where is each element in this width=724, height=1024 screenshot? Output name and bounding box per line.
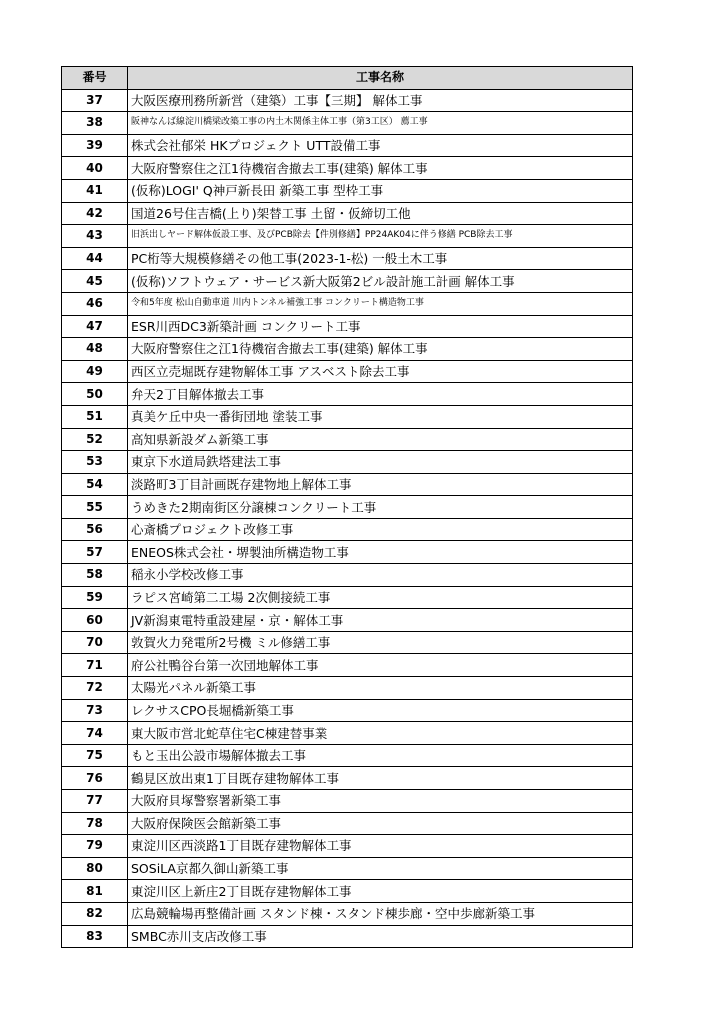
project-name-cell: 大阪府保険医会館新築工事 (128, 812, 633, 835)
name-column-header: 工事名称 (128, 67, 633, 90)
table-row (62, 722, 633, 745)
table-row (62, 812, 633, 835)
row-number-cell: 53 (62, 451, 128, 474)
project-name-cell: 広島競輪場再整備計画 スタンド棟・スタンド棟歩廊・空中歩廊新築工事 (128, 902, 633, 925)
table-row (62, 857, 633, 880)
project-name-cell: もと玉出公設市場解体撤去工事 (128, 744, 633, 767)
project-name-cell: 大阪医療刑務所新営（建築）工事【三期】 解体工事 (128, 89, 633, 112)
row-number-cell: 58 (62, 564, 128, 587)
project-name-cell: 旧浜出しヤード解体仮設工事、及びPCB除去【件別修繕】PP24AK04に伴う修繕 PCB除去工事 (128, 225, 633, 248)
table-row (62, 564, 633, 587)
table-row (62, 609, 633, 632)
row-number-cell: 77 (62, 790, 128, 813)
project-name-cell: 太陽光パネル新築工事 (128, 677, 633, 700)
project-name-cell: 西区立売堀既存建物解体工事 アスベスト除去工事 (128, 360, 633, 383)
table-row (62, 880, 633, 903)
table-row (62, 157, 633, 180)
row-number-cell: 75 (62, 744, 128, 767)
row-number-cell: 39 (62, 134, 128, 157)
table-row (62, 383, 633, 406)
row-number-cell: 46 (62, 292, 128, 315)
table-row (62, 292, 633, 315)
project-name-cell: 株式会社郁栄 HKプロジェクト UTT設備工事 (128, 134, 633, 157)
project-name-cell: 大阪府警察住之江1待機宿舎撤去工事(建築) 解体工事 (128, 157, 633, 180)
row-number-cell: 37 (62, 89, 128, 112)
row-number-cell: 44 (62, 247, 128, 270)
table-row (62, 586, 633, 609)
table-row (62, 360, 633, 383)
table-row (62, 631, 633, 654)
table-row (62, 338, 633, 361)
row-number-cell: 52 (62, 428, 128, 451)
table-row (62, 202, 633, 225)
project-name-cell: 大阪府警察住之江1待機宿舎撤去工事(建築) 解体工事 (128, 338, 633, 361)
project-name-cell: 高知県新設ダム新築工事 (128, 428, 633, 451)
project-name-cell: 東京下水道局鉄塔建法工事 (128, 451, 633, 474)
table-row (62, 518, 633, 541)
row-number-cell: 45 (62, 270, 128, 293)
table-row (62, 541, 633, 564)
table-row (62, 925, 633, 948)
table-row (62, 451, 633, 474)
row-number-cell: 42 (62, 202, 128, 225)
row-number-cell: 71 (62, 654, 128, 677)
project-name-cell: 東淀川区西淡路1丁目既存建物解体工事 (128, 835, 633, 858)
row-number-cell: 41 (62, 179, 128, 202)
project-name-cell: 東大阪市営北蛇草住宅C棟建替事業 (128, 722, 633, 745)
table-row (62, 428, 633, 451)
row-number-cell: 82 (62, 902, 128, 925)
row-number-cell: 59 (62, 586, 128, 609)
project-name-cell: PC桁等大規模修繕その他工事(2023-1-松) 一般土木工事 (128, 247, 633, 270)
row-number-cell: 50 (62, 383, 128, 406)
table-body (62, 89, 633, 948)
row-number-cell: 72 (62, 677, 128, 700)
row-number-cell: 80 (62, 857, 128, 880)
table-row (62, 134, 633, 157)
project-name-cell: 鶴見区放出東1丁目既存建物解体工事 (128, 767, 633, 790)
project-name-cell: 心斎橋プロジェクト改修工事 (128, 518, 633, 541)
row-number-cell: 60 (62, 609, 128, 632)
project-name-cell: レクサスCPO長堀橋新築工事 (128, 699, 633, 722)
project-name-cell: 令和5年度 松山自動車道 川内トンネル補強工事 コンクリート構造物工事 (128, 292, 633, 315)
project-name-cell: 敦賀火力発電所2号機 ミル修繕工事 (128, 631, 633, 654)
table-row (62, 473, 633, 496)
project-name-cell: 稲永小学校改修工事 (128, 564, 633, 587)
table-row (62, 835, 633, 858)
table-row (62, 179, 633, 202)
row-number-cell: 40 (62, 157, 128, 180)
row-number-cell: 70 (62, 631, 128, 654)
project-name-cell: ENEOS株式会社・堺製油所構造物工事 (128, 541, 633, 564)
table-row (62, 654, 633, 677)
table-row (62, 315, 633, 338)
row-number-cell: 38 (62, 112, 128, 135)
table-row (62, 405, 633, 428)
project-name-cell: 東淀川区上新庄2丁目既存建物解体工事 (128, 880, 633, 903)
table-row (62, 744, 633, 767)
row-number-cell: 78 (62, 812, 128, 835)
project-name-cell: 阪神なんば線淀川橋梁改築工事の内土木関係主体工事（第3工区） 薦工事 (128, 112, 633, 135)
project-name-cell: 真美ケ丘中央一番街団地 塗装工事 (128, 405, 633, 428)
table-header-row (62, 67, 633, 90)
project-name-cell: JV新潟東電特重設建屋・京・解体工事 (128, 609, 633, 632)
table-row (62, 270, 633, 293)
row-number-cell: 49 (62, 360, 128, 383)
project-name-cell: 弁天2丁目解体撤去工事 (128, 383, 633, 406)
row-number-cell: 47 (62, 315, 128, 338)
table-row (62, 89, 633, 112)
row-number-cell: 51 (62, 405, 128, 428)
row-number-cell: 56 (62, 518, 128, 541)
project-name-cell: 国道26号住吉橋(上り)架替工事 土留・仮締切工他 (128, 202, 633, 225)
row-number-cell: 79 (62, 835, 128, 858)
project-name-cell: (仮称)ソフトウェア・サービス新大阪第2ビル設計施工計画 解体工事 (128, 270, 633, 293)
table-row (62, 767, 633, 790)
construction-list-table (61, 66, 633, 948)
table-row (62, 699, 633, 722)
table-row (62, 496, 633, 519)
row-number-cell: 43 (62, 225, 128, 248)
row-number-cell: 55 (62, 496, 128, 519)
project-name-cell: SMBC赤川支店改修工事 (128, 925, 633, 948)
project-name-cell: SOSiLA京都久御山新築工事 (128, 857, 633, 880)
row-number-cell: 73 (62, 699, 128, 722)
row-number-cell: 76 (62, 767, 128, 790)
project-name-cell: 府公社鴨谷台第一次団地解体工事 (128, 654, 633, 677)
project-name-cell: うめきた2期南街区分譲棟コンクリート工事 (128, 496, 633, 519)
row-number-cell: 57 (62, 541, 128, 564)
row-number-cell: 81 (62, 880, 128, 903)
table-row (62, 225, 633, 248)
row-number-cell: 48 (62, 338, 128, 361)
row-number-cell: 74 (62, 722, 128, 745)
project-name-cell: ラピス宮崎第二工場 2次側接続工事 (128, 586, 633, 609)
table-row (62, 677, 633, 700)
project-name-cell: 淡路町3丁目計画既存建物地上解体工事 (128, 473, 633, 496)
project-name-cell: 大阪府貝塚警察署新築工事 (128, 790, 633, 813)
number-column-header: 番号 (62, 67, 128, 90)
table-row (62, 247, 633, 270)
project-name-cell: ESR川西DC3新築計画 コンクリート工事 (128, 315, 633, 338)
row-number-cell: 54 (62, 473, 128, 496)
project-name-cell: (仮称)LOGI' Q神戸新長田 新築工事 型枠工事 (128, 179, 633, 202)
row-number-cell: 83 (62, 925, 128, 948)
table-row (62, 790, 633, 813)
table-row (62, 902, 633, 925)
table-row (62, 112, 633, 135)
